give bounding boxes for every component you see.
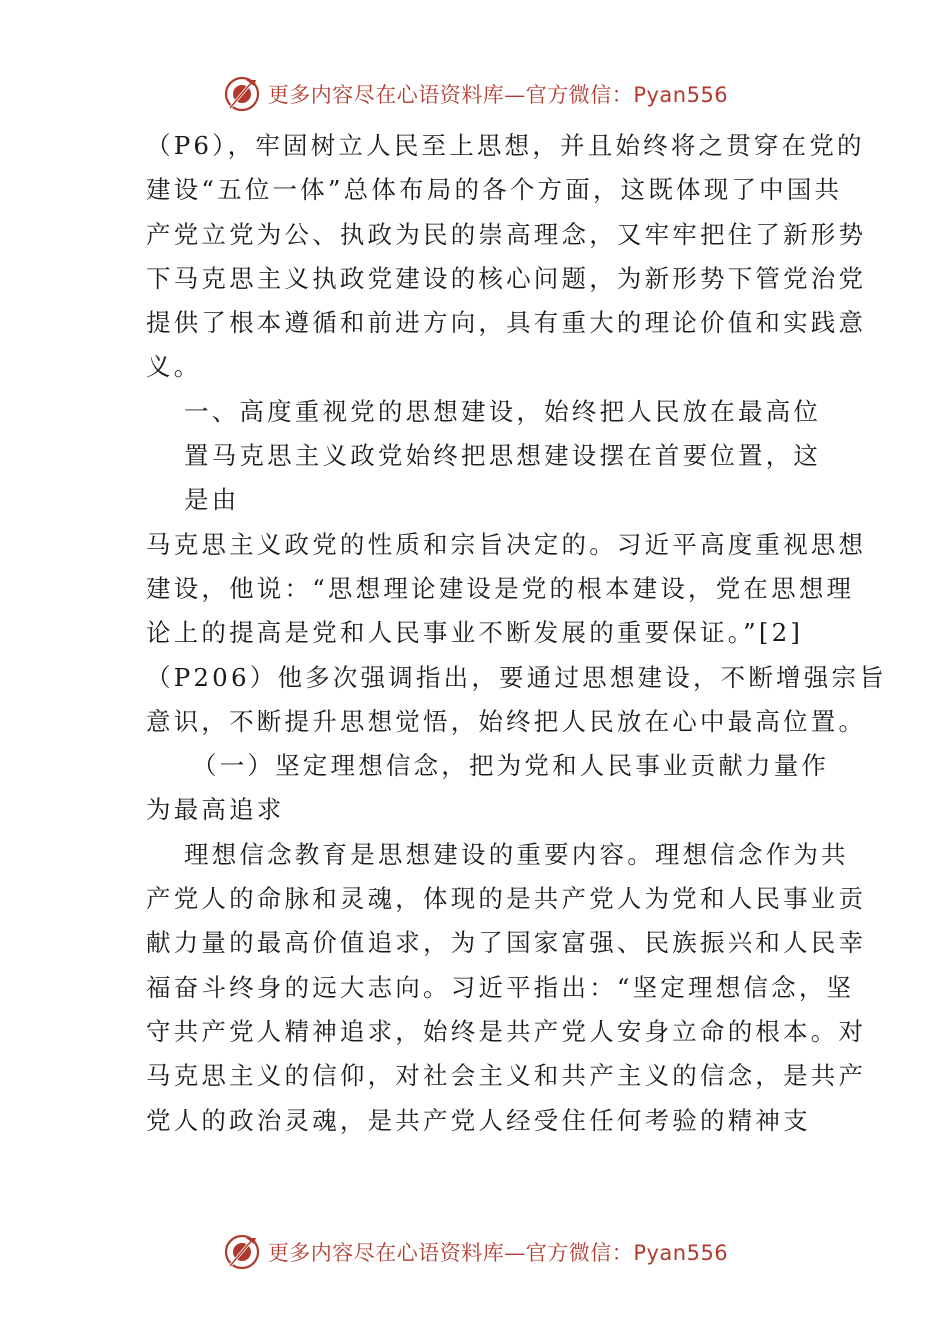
text-line: 守共产党人精神追求，始终是共产党人安身立命的根本。对 — [146, 1016, 867, 1046]
text-line: 意识，不断提升思想觉悟，始终把人民放在心中最高位置。 — [146, 706, 867, 736]
text-line: 建设“五位一体”总体布局的各个方面，这既体现了中国共 — [146, 175, 843, 205]
text-line: 提供了根本遵循和前进方向，具有重大的理论价值和实践意 — [146, 308, 867, 338]
wechat-id: Pyan556 — [633, 1241, 729, 1265]
text-line: 产党人的命脉和灵魂，体现的是共产党人为党和人民事业贡 — [146, 884, 867, 914]
text-line: 福奋斗终身的远大志向。习近平指出：“坚定理想信念，坚 — [146, 972, 855, 1002]
section-heading-continued: 置马克思主义政党始终把思想建设摆在首要位置，这 — [184, 441, 822, 471]
text-line: 论上的提高是党和人民事业不断发展的重要保证。”[2] — [146, 618, 804, 648]
subsection-heading: （一）坚定理想信念，把为党和人民事业贡献力量作 — [192, 751, 830, 781]
text-line: 义。 — [146, 352, 202, 382]
text-line: 是由 — [184, 485, 240, 515]
text-line: 献力量的最高价值追求，为了国家富强、民族振兴和人民幸 — [146, 928, 867, 958]
text-line: 下马克思主义执政党建设的核心问题，为新形势下管党治党 — [146, 263, 867, 293]
paragraph-start: 理想信念教育是思想建设的重要内容。理想信念作为共 — [184, 839, 849, 869]
text-line: （P6），牢固树立人民至上思想，并且始终将之贯穿在党的 — [146, 131, 865, 160]
pen-seal-logo-icon — [222, 1232, 262, 1272]
text-line: 党人的政治灵魂，是共产党人经受住任何考验的精神支 — [146, 1105, 811, 1135]
header-banner — [0, 74, 950, 114]
document-body — [146, 124, 887, 1143]
banner-text: 更多内容尽在心语资料库—官方微信：Pyan556 — [267, 1241, 729, 1265]
text-line: 马克思主义的信仰，对社会主义和共产主义的信念，是共产 — [146, 1061, 867, 1091]
wechat-id: Pyan556 — [633, 83, 729, 107]
text-line: 产党立党为公、执政为民的崇高理念，又牢牢把住了新形势 — [146, 219, 867, 249]
subsection-heading-continued: 为最高追求 — [146, 795, 285, 825]
text-line: 建设，他说：“思想理论建设是党的根本建设，党在思想理 — [146, 573, 855, 603]
pen-seal-logo-icon — [222, 74, 262, 114]
footer-banner — [0, 1232, 950, 1272]
text-line: 马克思主义政党的性质和宗旨决定的。习近平高度重视思想 — [146, 529, 867, 559]
section-heading: 一、高度重视党的思想建设，始终把人民放在最高位 — [184, 396, 822, 426]
text-line: （P206）他多次强调指出，要通过思想建设，不断增强宗旨 — [146, 662, 887, 692]
banner-text: 更多内容尽在心语资料库—官方微信：Pyan556 — [267, 83, 729, 107]
